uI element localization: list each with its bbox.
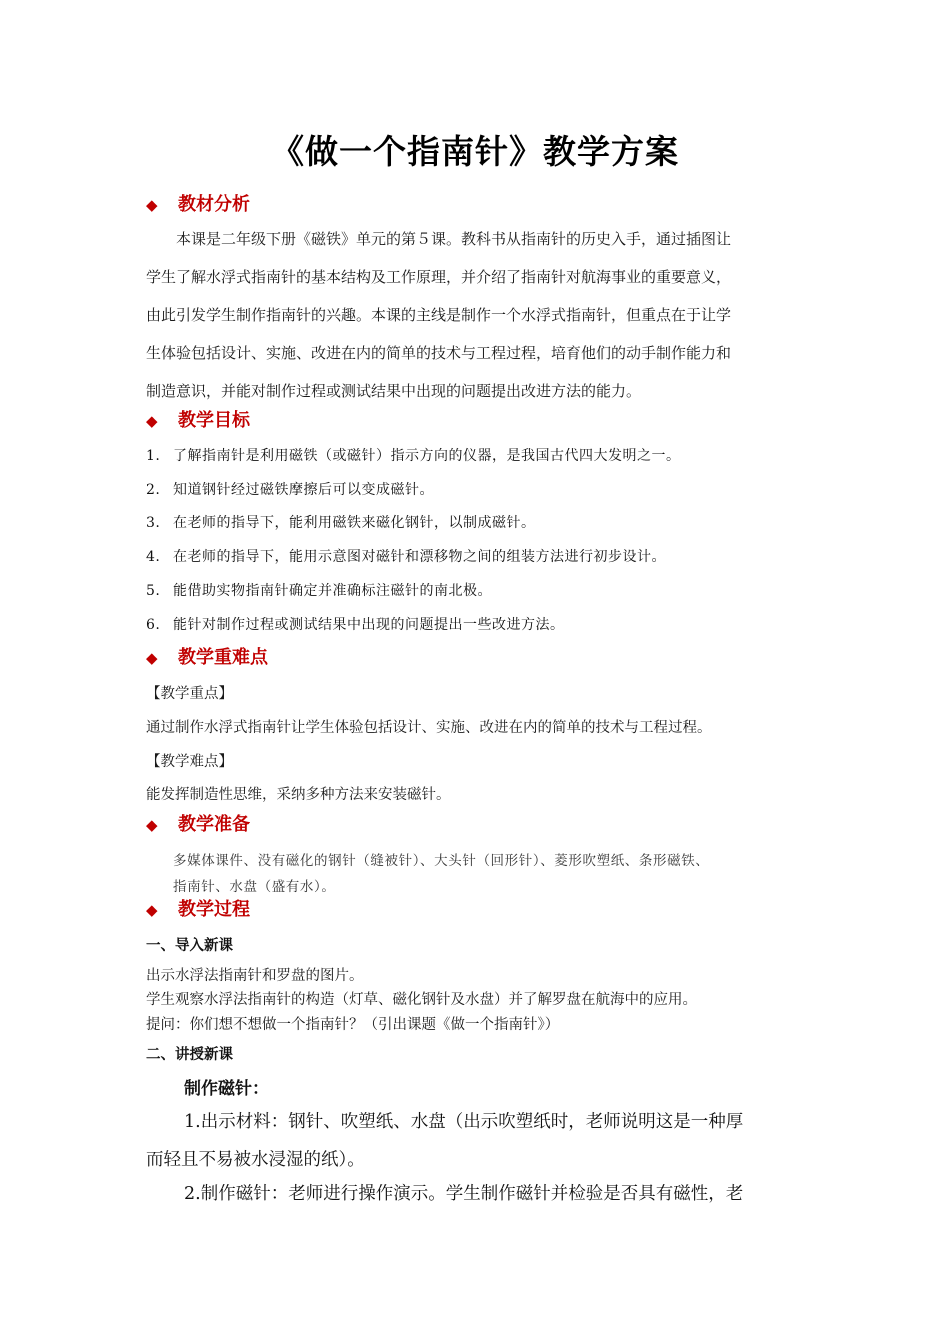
paragraph-line: 学生了解水浮式指南针的基本结构及工作原理，并介绍了指南针对航海事业的重要意义， — [146, 268, 732, 286]
part1-line: 出示水浮法指南针和罗盘的图片。 — [146, 968, 364, 984]
part2-subtitle: 制作磁针： — [184, 1079, 269, 1099]
goal-item: 6. 能针对制作过程或测试结果中出现的问题提出一些改进方法。 — [146, 617, 565, 633]
diamond-icon: ◆ — [146, 412, 158, 430]
section-heading-label: 教学目标 — [178, 410, 250, 431]
diamond-icon: ◆ — [146, 649, 158, 667]
section-heading-prep — [146, 812, 250, 838]
prep-line: 指南针、水盘（盛有水）。 — [173, 879, 336, 895]
paragraph-line: 由此引发学生制作指南针的兴趣。本课的主线是制作一个水浮式指南针，但重点在于让学 — [146, 306, 732, 324]
focus-text: 通过制作水浮式指南针让学生体验包括设计、实施、改进在内的简单的技术与工程过程。 — [146, 720, 712, 736]
section-heading-keypoints — [146, 645, 268, 671]
paragraph-line: 制造意识，并能对制作过程或测试结果中出现的问题提出改进方法的能力。 — [146, 382, 642, 400]
section-heading-label: 教学准备 — [178, 814, 250, 835]
focus-label: 【教学重点】 — [146, 686, 233, 702]
section-heading-analysis — [146, 192, 250, 218]
difficulty-label: 【教学难点】 — [146, 754, 233, 770]
part2-line: 而轻且不易被水浸湿的纸）。 — [146, 1150, 365, 1170]
goal-item: 4. 在老师的指导下，能用示意图对磁针和漂移物之间的组装方法进行初步设计。 — [146, 549, 666, 565]
part1-title: 一、导入新课 — [146, 938, 233, 954]
section-heading-label: 教材分析 — [178, 194, 250, 215]
goal-item: 3. 在老师的指导下，能利用磁铁来磁化钢针，以制成磁针。 — [146, 515, 536, 531]
goal-item: 5. 能借助实物指南针确定并准确标注磁针的南北极。 — [146, 583, 492, 599]
difficulty-text: 能发挥制造性思维，采纳多种方法来安装磁针。 — [146, 787, 451, 803]
part1-line: 提问：你们想不想做一个指南针？（引出课题《做一个指南针》） — [146, 1017, 560, 1033]
goal-item: 2. 知道钢针经过磁铁摩擦后可以变成磁针。 — [146, 482, 434, 498]
goal-item: 1. 了解指南针是利用磁铁（或磁针）指示方向的仪器，是我国古代四大发明之一。 — [146, 448, 681, 464]
part1-line: 学生观察水浮法指南针的构造（灯草、磁化钢针及水盘）并了解罗盘在航海中的应用。 — [146, 992, 697, 1008]
diamond-icon: ◆ — [146, 901, 158, 919]
section-heading-label: 教学过程 — [178, 899, 250, 920]
section-heading-goals — [146, 408, 250, 434]
page-title: 《做一个指南针》教学方案 — [271, 132, 679, 171]
paragraph-line: 生体验包括设计、实施、改进在内的简单的技术与工程过程，培育他们的动手制作能力和 — [146, 344, 732, 362]
diamond-icon: ◆ — [146, 196, 158, 214]
diamond-icon: ◆ — [146, 816, 158, 834]
analysis-paragraph — [146, 220, 731, 410]
part2-title: 二、讲授新课 — [146, 1047, 233, 1063]
paragraph-line: 本课是二年级下册《磁铁》单元的第５课。教科书从指南针的历史入手，通过插图让 — [176, 230, 732, 248]
section-heading-label: 教学重难点 — [178, 647, 268, 668]
section-heading-process — [146, 897, 250, 923]
part2-line: 1.出示材料：钢针、吹塑纸、水盘（出示吹塑纸时，老师说明这是一种厚 — [184, 1112, 744, 1132]
part2-line: 2.制作磁针：老师进行操作演示。学生制作磁针并检验是否具有磁性，老 — [184, 1184, 744, 1204]
prep-line: 多媒体课件、没有磁化的钢针（缝被针）、大头针（回形针）、菱形吹塑纸、条形磁铁、 — [173, 853, 710, 869]
